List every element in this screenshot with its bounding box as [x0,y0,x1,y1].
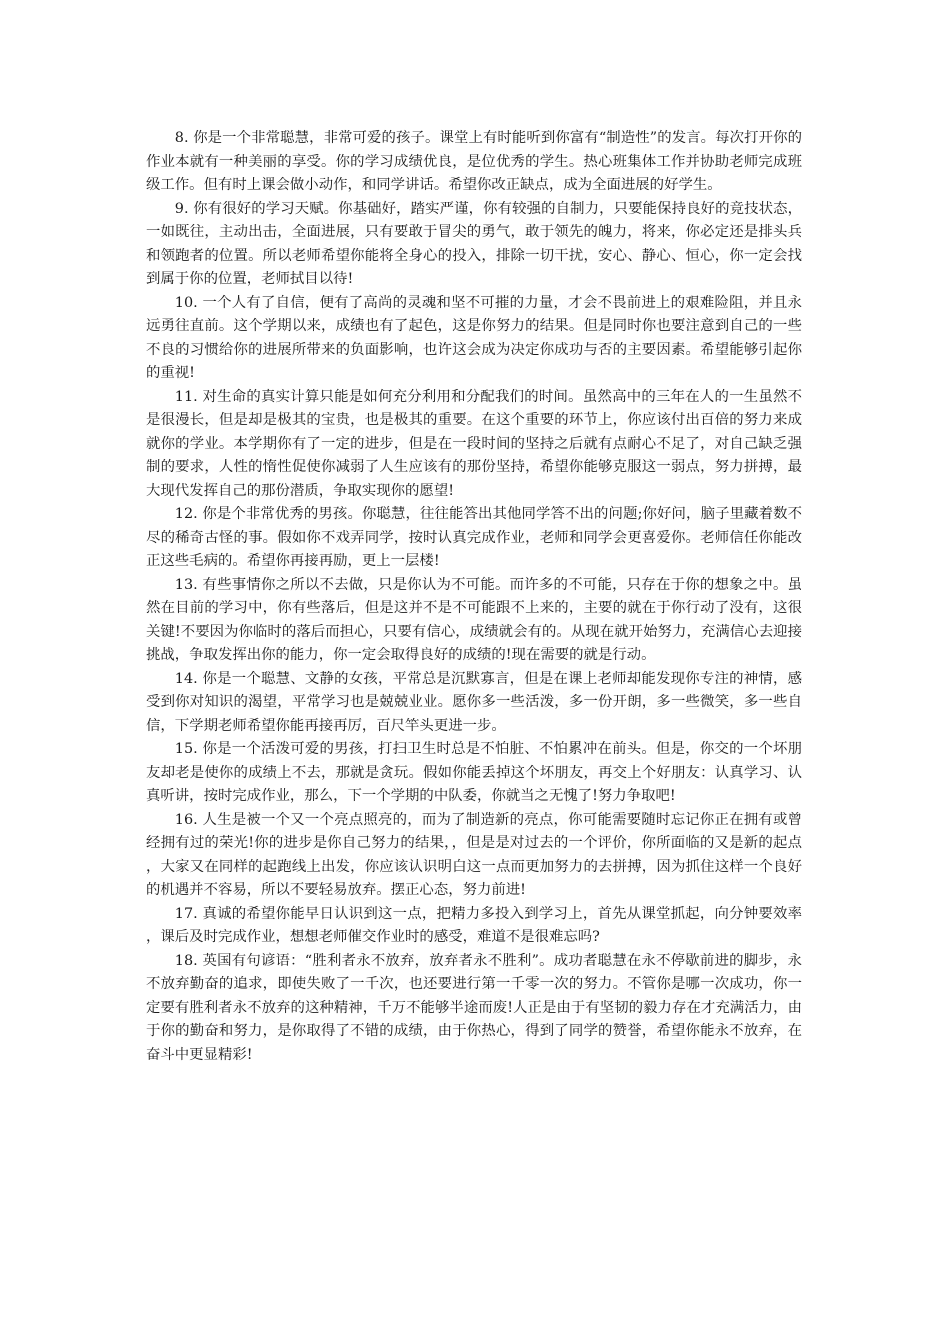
comment-paragraph-13: 13. 有些事情你之所以不去做，只是你认为不可能。而许多的不可能，只存在于你的想象之中。虽然在目前的学习中，你有些落后，但是这并不是不可能跟不上来的，主要的就在于你行动了没有，这很关键!不要因为你临时的落后而担心，只要有信心，成绩就会有的。从现在就开始努力，充满信心去迎接挑战，争取发挥出你的能力，你一定会取得良好的成绩的!现在需要的就是行动。 [146,576,802,663]
comment-paragraph-14: 14. 你是一个聪慧、文静的女孩，平常总是沉默寡言，但是在课上老师却能发现你专注的神情，感受到你对知识的渴望，平常学习也是兢兢业业。愿你多一些活泼，多一份开朗，多一些微笑，多一些自信，下学期老师希望你能再接再厉，百尺竿头更进一步。 [146,670,802,734]
comment-paragraph-10: 10. 一个人有了自信，便有了高尚的灵魂和坚不可摧的力量，才会不畏前进上的艰难险阻，并且永远勇往直前。这个学期以来，成绩也有了起色，这是你努力的结果。但是同时你也要注意到自己的一些不良的习惯给你的进展所带来的负面影响，也许这会成为决定你成功与否的主要因素。希望能够引起你的重视! [146,294,802,381]
comment-paragraph-16: 16. 人生是被一个又一个亮点照亮的，而为了制造新的亮点，你可能需要随时忘记你正在拥有或曾经拥有过的荣光!你的进步是你自己努力的结果，，但是是对过去的一个评价，你所面临的又是新的起点，大家又在同样的起跑线上出发，你应该认识明白这一点而更加努力的去拼搏，因为抓住这样一个良好的机遇并不容易，所以不要轻易放弃。摆正心态，努力前进! [146,811,802,898]
comment-paragraph-8: 8. 你是一个非常聪慧，非常可爱的孩子。课堂上有时能听到你富有“制造性”的发言。每次打开你的作业本就有一种美丽的享受。你的学习成绩优良，是位优秀的学生。热心班集体工作并协助老师完成班级工作。但有时上课会做小动作，和同学讲话。希望你改正缺点，成为全面进展的好学生。 [146,130,802,193]
comment-paragraph-11: 11. 对生命的真实计算只能是如何充分利用和分配我们的时间。虽然高中的三年在人的一生虽然不是很漫长，但是却是极其的宝贵，也是极其的重要。在这个重要的环节上，你应该付出百倍的努力来成就你的学业。本学期你有了一定的进步，但是在一段时间的坚持之后就有点耐心不足了，对自己缺乏强制的要求，人性的惰性促使你减弱了人生应该有的那份坚持，希望你能够克服这一弱点，努力拼搏，最大现代发挥自己的那份潜质，争取实现你的愿望! [146,388,802,499]
comment-paragraph-9: 9. 你有很好的学习天赋。你基础好，踏实严谨，你有较强的自制力，只要能保持良好的竞技状态，一如既往，主动出击，全面进展，只有要敢于冒尖的勇气，敢于领先的魄力，将来，你必定还是排头兵和领跑者的位置。所以老师希望你能将全身心的投入，排除一切干扰，安心、静心、恒心，你一定会找到属于你的位置，老师拭目以待! [146,200,802,287]
document-body [146,127,802,1067]
comment-paragraph-18: 18. 英国有句谚语：“胜利者永不放弃，放弃者永不胜利”。成功者聪慧在永不停歇前进的脚步，永不放弃勤奋的追求，即使失败了一千次，也还要进行第一千零一次的努力。不管你是哪一次成功，你一定要有胜利者永不放弃的这种精神，千万不能够半途而废!人正是由于有坚韧的毅力存在才充满活力，由于你的勤奋和努力，是你取得了不错的成绩，由于你热心，得到了同学的赞誉，希望你能永不放弃，在奋斗中更显精彩! [146,952,802,1063]
comment-paragraph-17: 17. 真诚的希望你能早日认识到这一点，把精力多投入到学习上，首先从课堂抓起，向分钟要效率，课后及时完成作业，想想老师催交作业时的感受，难道不是很难忘吗? [146,905,802,945]
comment-paragraph-12: 12. 你是个非常优秀的男孩。你聪慧，往往能答出其他同学答不出的问题;你好问，脑子里藏着数不尽的稀奇古怪的事。假如你不戏弄同学，按时认真完成作业，老师和同学会更喜爱你。老师信任你能改正这些毛病的。希望你再接再励，更上一层楼! [146,506,802,569]
comment-paragraph-15: 15. 你是一个活泼可爱的男孩，打扫卫生时总是不怕脏、不怕累冲在前头。但是，你交的一个坏朋友却老是使你的成绩上不去，那就是贪玩。假如你能丢掉这个坏朋友，再交上个好朋友：认真学习、认真听讲，按时完成作业，那么，下一个学期的中队委，你就当之无愧了!努力争取吧! [146,741,802,804]
